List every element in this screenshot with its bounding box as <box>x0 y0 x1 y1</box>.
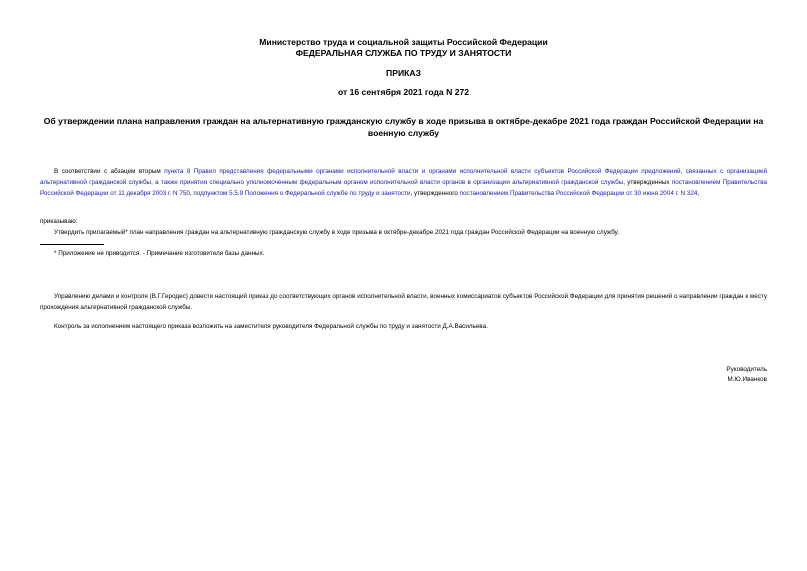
preamble-mid3: , утвержденного <box>410 190 460 197</box>
footnote-divider <box>40 244 104 245</box>
link-rules[interactable]: пункта 8 Правил представления федеральными органами исполнительной власти и органами исполнительной власти субъектов Российской Федерации предложений, связанных с организацией альтернативной гражданской службы, а также принятия специально уполномоченным федеральным органом исполнительной власти органов в организации альтернативной гражданской службы <box>40 168 767 186</box>
footnote: * Приложение не приводится. - Примечание изготовителя базы данных. <box>54 250 265 257</box>
document-type: ПРИКАЗ <box>386 68 421 78</box>
ministry-name: Министерство труда и социальной защиты Российской Федерации <box>259 37 548 47</box>
order-word: приказываю: <box>40 218 78 225</box>
clause-3: Контроль за исполнением настоящего приказа возложить на заместителя руководителя Федеральной службы по труду и занятости Д.А.Васильева. <box>54 323 488 330</box>
preamble-intro: В соответствии с абзацем вторым <box>54 168 165 175</box>
link-regulation[interactable]: подпунктом 5.5.9 Положения о Федеральной службе по труду и занятости <box>193 190 411 197</box>
preamble-mid1: , утвержденных <box>623 179 672 186</box>
clause-1: Утвердить прилагаемый* план направления граждан на альтернативную гражданскую службу в ходе призыва в октябре-декабре 2021 года граждан Российской Федерации на военную службу. <box>54 229 619 236</box>
document-title: Об утверждении плана направления граждан на альтернативную гражданскую службу в ходе призыва в октябре-декабре 2021 года граждан Российской Федерации на военную службу <box>43 116 764 138</box>
preamble-paragraph <box>40 166 767 199</box>
preamble-end: , <box>697 190 700 197</box>
signatory-name: М.Ю.Иванков <box>727 376 767 383</box>
document-date-number: от 16 сентября 2021 года N 272 <box>337 87 470 97</box>
service-name: ФЕДЕРАЛЬНАЯ СЛУЖБА ПО ТРУДУ И ЗАНЯТОСТИ <box>295 48 512 58</box>
signatory-position: Руководитель <box>726 366 767 373</box>
preamble-mid2: , <box>189 190 194 197</box>
link-decree-2004[interactable]: постановлением Правительства Российской Федерации от 30 июня 2004 г. N 324 <box>459 190 698 197</box>
link-decree-2003[interactable]: постановлением Правительства Российской Федерации от 11 декабря 2003 г. N 750 <box>40 179 767 197</box>
clause-2: Управлению делами и контроля (В.Г.Геродес) довести настоящий приказ до соответствующих органов исполнительной власти, военных комиссариатов субъектов Российской Федерации для принятия решений о направлении граждан к месту прохождения альтернативной гражданской службы. <box>40 293 767 311</box>
